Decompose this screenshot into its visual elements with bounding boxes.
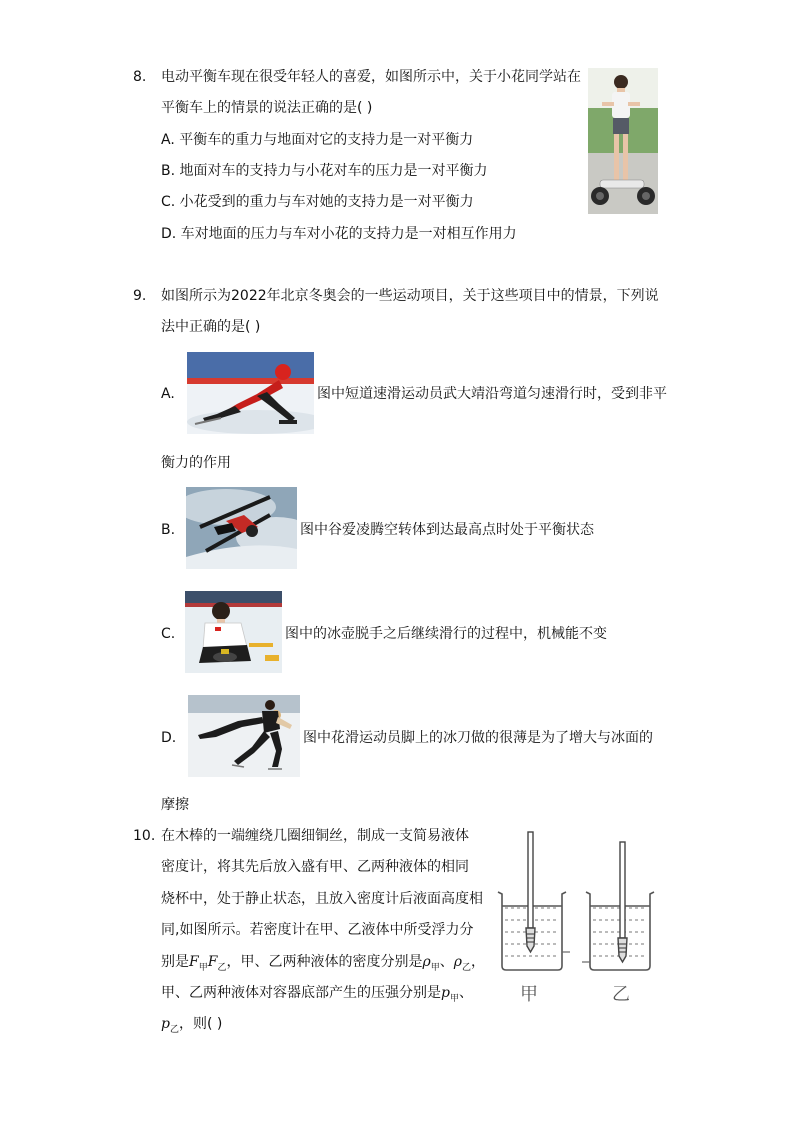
- q10-stem-line5: [161, 952, 485, 978]
- q9-number: 9.: [133, 288, 147, 304]
- q9-option-c-text: 图中的冰壶脱手之后继续滑行的过程中，机械能不变: [285, 626, 607, 642]
- q8-option-c: C. 小花受到的重力与车对她的支持力是一对平衡力: [161, 194, 474, 210]
- subscript-jia: 甲: [198, 962, 208, 973]
- q10-text-fragment: ，则( ): [178, 1016, 223, 1032]
- separator: ，: [470, 954, 485, 970]
- q9-option-b-label: B.: [161, 522, 176, 538]
- subscript-yi: 乙: [217, 962, 227, 973]
- q10-text-fragment: 别是: [161, 954, 189, 970]
- subscript-jia: 甲: [430, 962, 440, 973]
- q9-option-d-continued: 摩擦: [161, 797, 189, 813]
- hydrometer-yi: [618, 842, 627, 962]
- q10-stem-line4: 同,如图所示。若密度计在甲、乙液体中所受浮力分: [161, 922, 474, 938]
- q10-stem-line7: [161, 1014, 222, 1040]
- separator: 、: [458, 985, 473, 1001]
- freestyle-skier-photo: [186, 487, 297, 569]
- q8-option-d: D. 车对地面的压力与车对小花的支持力是一对相互作用力: [161, 226, 517, 242]
- q9-option-c-label: C.: [161, 626, 176, 642]
- q10-number: 10.: [133, 828, 156, 844]
- curling-photo: [185, 591, 282, 673]
- beaker-label-jia: 甲: [520, 984, 538, 1005]
- separator: 、: [439, 954, 454, 970]
- hydrometer-jia: [526, 832, 535, 952]
- q9-stem-line2: 法中正确的是( ): [161, 319, 261, 335]
- q9-option-a-continued: 衡力的作用: [161, 455, 231, 471]
- q10-text-fragment: ，甲、乙两种液体的密度分别是: [226, 954, 423, 970]
- q8-number: 8.: [133, 69, 147, 85]
- subscript-yi: 乙: [169, 1024, 179, 1035]
- q8-stem-line1: 电动平衡车现在很受年轻人的喜爱，如图所示中，关于小花同学站在: [161, 69, 581, 85]
- density-symbol: ρ: [453, 954, 462, 970]
- figure-skaters-photo: [188, 695, 300, 777]
- q10-stem-line6: [161, 983, 473, 1009]
- q8-stem-line2: 平衡车上的情景的说法正确的是( ): [161, 100, 373, 116]
- q8-option-a: A. 平衡车的重力与地面对它的支持力是一对平衡力: [161, 132, 474, 148]
- beaker-label-yi: 乙: [612, 984, 630, 1005]
- q10-stem-line2: 密度计，将其先后放入盛有甲、乙两种液体的相同: [161, 859, 469, 875]
- q10-stem-line1: 在木棒的一端缠绕几圈细铜丝，制成一支简易液体: [161, 828, 469, 844]
- q9-option-a-text: 图中短道速滑运动员武大靖沿弯道匀速滑行时，受到非平: [317, 386, 667, 402]
- balance-scooter-girl-photo: [588, 68, 658, 214]
- q8-option-b: B. 地面对车的支持力与小花对车的压力是一对平衡力: [161, 163, 488, 179]
- subscript-yi: 乙: [461, 962, 471, 973]
- q9-option-a-label: A.: [161, 386, 175, 402]
- hydrometer-beakers-diagram: [490, 828, 670, 1008]
- q9-option-b-text: 图中谷爱凌腾空转体到达最高点时处于平衡状态: [300, 522, 594, 538]
- q9-stem-line1: 如图所示为2022年北京冬奥会的一些运动项目，关于这些项目中的情景，下列说: [161, 288, 659, 304]
- buoyancy-symbol: F: [189, 954, 199, 970]
- speed-skater-photo: [187, 352, 314, 434]
- q9-option-d-label: D.: [161, 730, 177, 746]
- density-symbol: ρ: [422, 954, 431, 970]
- buoyancy-symbol: F: [207, 954, 218, 970]
- q10-text-fragment: 甲、乙两种液体对容器底部产生的压强分别是: [161, 985, 441, 1001]
- q10-stem-line3: 烧杯中，处于静止状态，且放入密度计后液面高度相: [161, 891, 483, 907]
- q9-option-d-text: 图中花滑运动员脚上的冰刀做的很薄是为了增大与冰面的: [303, 730, 653, 746]
- subscript-jia: 甲: [449, 993, 459, 1004]
- pressure-symbol: p: [441, 985, 450, 1001]
- pressure-symbol: p: [161, 1016, 170, 1032]
